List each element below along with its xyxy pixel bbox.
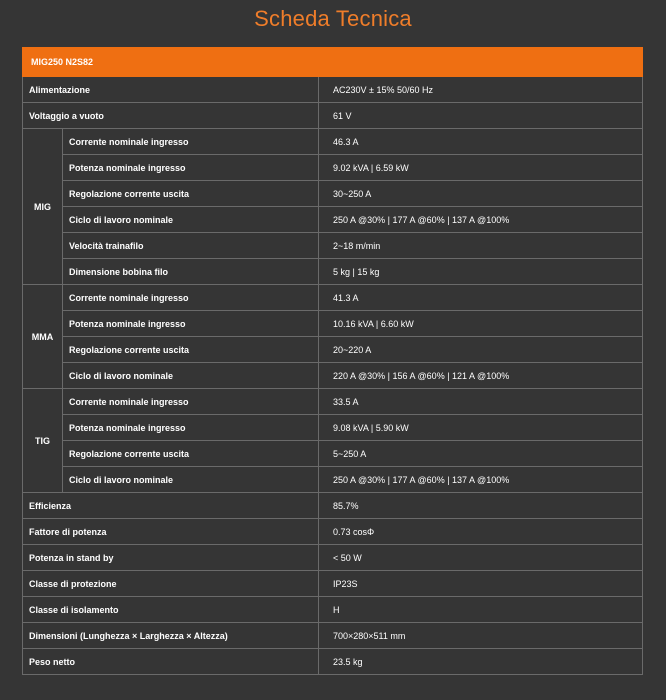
table-row: [23, 337, 643, 363]
spec-value: < 50 W: [319, 545, 643, 571]
table-row: [23, 311, 643, 337]
table-row: [23, 623, 643, 649]
spec-value: 250 A @30% | 177 A @60% | 137 A @100%: [319, 207, 643, 233]
spec-label: Potenza nominale ingresso: [63, 311, 319, 337]
spec-label: Dimensione bobina filo: [63, 259, 319, 285]
spec-label: Peso netto: [23, 649, 319, 675]
spec-label: Corrente nominale ingresso: [63, 389, 319, 415]
spec-value: 10.16 kVA | 6.60 kW: [319, 311, 643, 337]
spec-value: 20~220 A: [319, 337, 643, 363]
spec-label: Ciclo di lavoro nominale: [63, 363, 319, 389]
group-label: TIG: [23, 389, 63, 493]
table-row: [23, 155, 643, 181]
table-row: [23, 285, 643, 311]
spec-label: Efficienza: [23, 493, 319, 519]
spec-value: 30~250 A: [319, 181, 643, 207]
spec-value: H: [319, 597, 643, 623]
spec-value: 700×280×511 mm: [319, 623, 643, 649]
spec-value: 5 kg | 15 kg: [319, 259, 643, 285]
spec-label: Classe di isolamento: [23, 597, 319, 623]
table-row: [23, 415, 643, 441]
table-row: [23, 441, 643, 467]
table-row: [23, 129, 643, 155]
spec-label: Ciclo di lavoro nominale: [63, 207, 319, 233]
group-label: MMA: [23, 285, 63, 389]
spec-label: Velocità trainafilo: [63, 233, 319, 259]
spec-value: 9.02 kVA | 6.59 kW: [319, 155, 643, 181]
spec-value: 46.3 A: [319, 129, 643, 155]
table-row: [23, 545, 643, 571]
spec-value: AC230V ± 15% 50/60 Hz: [319, 77, 643, 103]
spec-label: Alimentazione: [23, 77, 319, 103]
spec-label: Corrente nominale ingresso: [63, 285, 319, 311]
model-header-row: [23, 48, 643, 77]
spec-label: Regolazione corrente uscita: [63, 337, 319, 363]
table-row: [23, 363, 643, 389]
spec-label: Potenza nominale ingresso: [63, 155, 319, 181]
table-row: [23, 103, 643, 129]
model-name: MIG250 N2S82: [23, 48, 643, 77]
spec-label: Fattore di potenza: [23, 519, 319, 545]
spec-value: 41.3 A: [319, 285, 643, 311]
table-row: [23, 77, 643, 103]
table-row: [23, 207, 643, 233]
table-row: [23, 259, 643, 285]
spec-value: 9.08 kVA | 5.90 kW: [319, 415, 643, 441]
page-title: Scheda Tecnica: [254, 6, 412, 31]
spec-table-body: [23, 48, 643, 675]
group-label: MIG: [23, 129, 63, 285]
spec-label: Voltaggio a vuoto: [23, 103, 319, 129]
spec-label: Regolazione corrente uscita: [63, 441, 319, 467]
table-row: [23, 233, 643, 259]
spec-table: [22, 47, 643, 675]
spec-value: 33.5 A: [319, 389, 643, 415]
spec-value: 2~18 m/min: [319, 233, 643, 259]
spec-value: 250 A @30% | 177 A @60% | 137 A @100%: [319, 467, 643, 493]
spec-value: 23.5 kg: [319, 649, 643, 675]
spec-value: 0.73 cosΦ: [319, 519, 643, 545]
table-row: [23, 181, 643, 207]
table-row: [23, 467, 643, 493]
table-row: [23, 389, 643, 415]
spec-label: Potenza nominale ingresso: [63, 415, 319, 441]
spec-value: IP23S: [319, 571, 643, 597]
table-row: [23, 649, 643, 675]
spec-label: Dimensioni (Lunghezza × Larghezza × Altezza): [23, 623, 319, 649]
spec-value: 5~250 A: [319, 441, 643, 467]
spec-label: Potenza in stand by: [23, 545, 319, 571]
spec-label: Classe di protezione: [23, 571, 319, 597]
spec-label: Regolazione corrente uscita: [63, 181, 319, 207]
spec-value: 85.7%: [319, 493, 643, 519]
spec-label: Corrente nominale ingresso: [63, 129, 319, 155]
table-row: [23, 493, 643, 519]
table-row: [23, 571, 643, 597]
spec-label: Ciclo di lavoro nominale: [63, 467, 319, 493]
table-row: [23, 597, 643, 623]
spec-value: 220 A @30% | 156 A @60% | 121 A @100%: [319, 363, 643, 389]
table-row: [23, 519, 643, 545]
spec-value: 61 V: [319, 103, 643, 129]
